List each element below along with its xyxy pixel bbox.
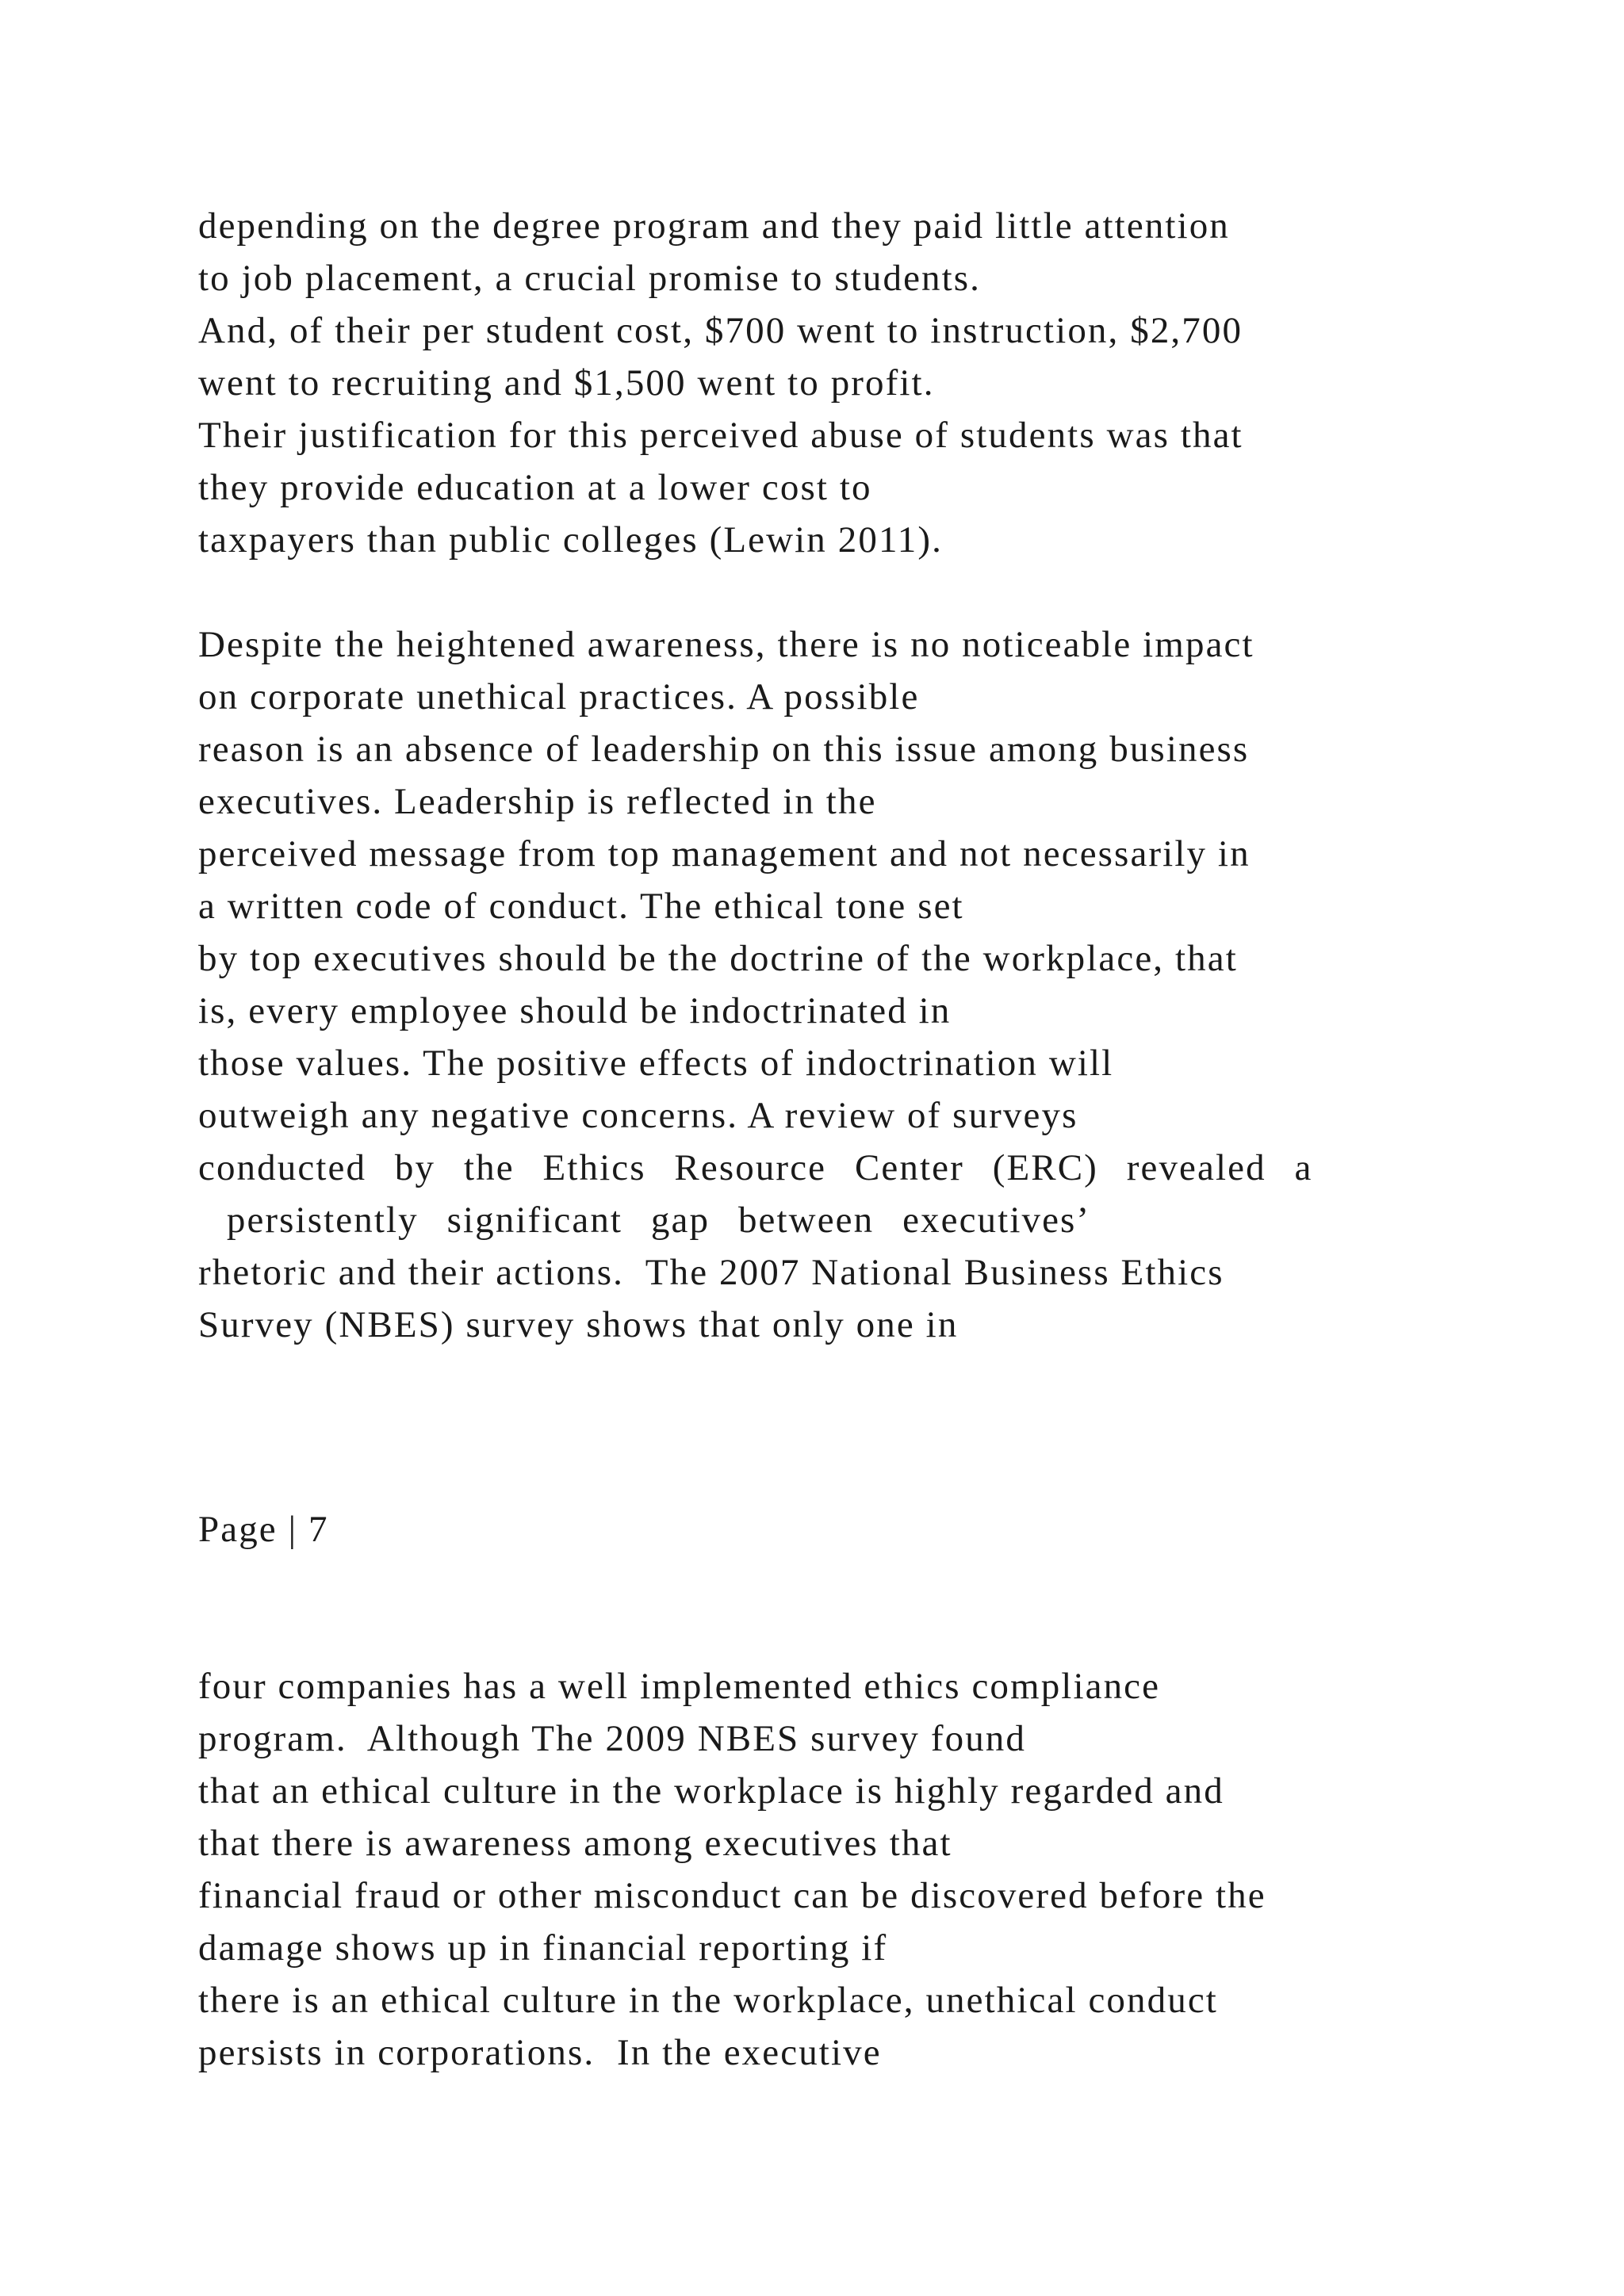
text-line: Survey (NBES) survey shows that only one in — [198, 1304, 959, 1345]
text-line: that there is awareness among executives that — [198, 1823, 952, 1864]
text-line: on corporate unethical practices. A possible — [198, 676, 920, 718]
text-line: went to recruiting and $1,500 went to profit. — [198, 362, 935, 404]
text-line: a written code of conduct. The ethical tone set — [198, 886, 964, 927]
body-text-lower — [198, 1660, 1562, 2079]
text-line: rhetoric and their actions. The 2007 National Business Ethics — [198, 1252, 1224, 1293]
blank-line — [198, 566, 1562, 618]
text-line: And, of their per student cost, $700 went to instruction, $2,700 — [198, 310, 1243, 351]
text-line: four companies has a well implemented ethics compliance — [198, 1666, 1161, 1707]
text-line: outweigh any negative concerns. A review of surveys — [198, 1095, 1078, 1136]
text-line: persists in corporations. In the executive — [198, 2032, 882, 2073]
text-line: financial fraud or other misconduct can be discovered before the — [198, 1875, 1266, 1916]
text-line: by top executives should be the doctrine of the workplace, that — [198, 938, 1238, 979]
text-line: executives. Leadership is reflected in the — [198, 781, 877, 822]
text-line: perceived message from top management and not necessarily in — [198, 833, 1251, 874]
text-line: is, every employee should be indoctrinated in — [198, 990, 952, 1031]
page-number-footer — [198, 1503, 1562, 1556]
text-line: Their justification for this perceived abuse of students was that — [198, 415, 1243, 456]
text-line: program. Although The 2009 NBES survey found — [198, 1718, 1027, 1759]
text-line: those values. The positive effects of indoctrination will — [198, 1043, 1114, 1084]
body-text-upper — [198, 200, 1562, 1351]
text-line: reason is an absence of leadership on this issue among business — [198, 729, 1250, 770]
text-line: depending on the degree program and they paid little attention — [198, 205, 1230, 247]
text-line: there is an ethical culture in the workplace, unethical conduct — [198, 1980, 1218, 2021]
text-line: persistently significant gap between executives’ — [198, 1200, 1091, 1241]
text-line: conducted by the Ethics Resource Center (ERC) revealed a — [198, 1147, 1313, 1188]
text-line: to job placement, a crucial promise to students. — [198, 258, 982, 299]
text-line: damage shows up in financial reporting if — [198, 1927, 888, 1969]
text-line: they provide education at a lower cost to — [198, 467, 872, 508]
text-line: that an ethical culture in the workplace is highly regarded and — [198, 1770, 1224, 1812]
text-line: Despite the heightened awareness, there is no noticeable impact — [198, 624, 1254, 665]
page-label: Page | 7 — [198, 1509, 329, 1550]
text-line: taxpayers than public colleges (Lewin 2011). — [198, 519, 943, 561]
